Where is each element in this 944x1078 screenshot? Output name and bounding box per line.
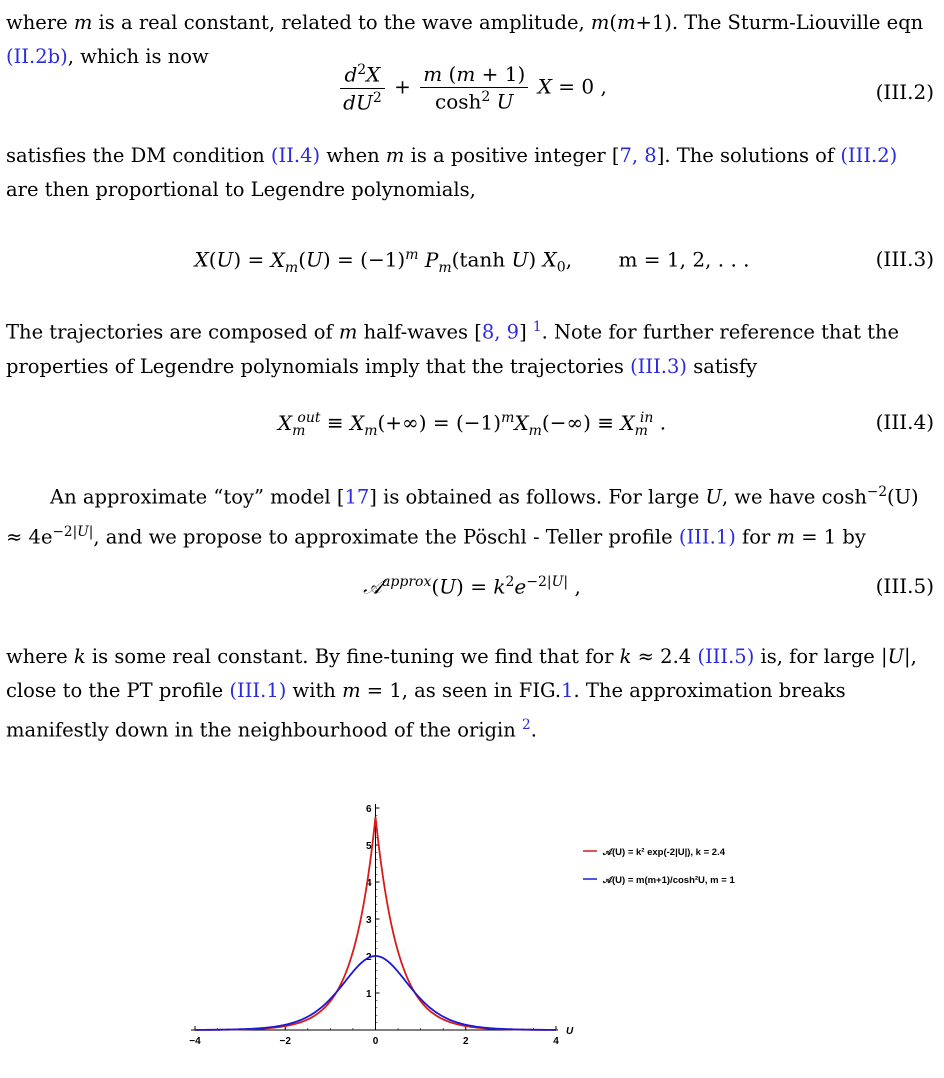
paragraph-dm-condition: satisfies the DM condition (II.4) when m is a positive integer [7, 8]. The solutions of (III.2) are then proportional to Legendre polynomials, — [6, 144, 898, 201]
paragraph-intro: where m is a real constant, related to the wave amplitude, m(m+1). The Sturm-Liouville eqn (II.2b), which is now — [6, 11, 924, 68]
x-tick-label: −4 — [189, 1036, 201, 1047]
series-line-2 — [195, 956, 556, 1030]
paragraph-fine-tuning: where k is some real constant. By fine-tuning we find that for k ≈ 2.4 (III.5) is, for large |U|, close to the PT profile (III.1) with m = 1, as seen in FIG.1. The approximation breaks manifestly down in the neighbourhood of the origin $^2$. — [6, 645, 917, 742]
equation-III-5: 𝒜$^{approx}$(U) = $k^2e^{-2|U|}$ , (III.5) — [363, 574, 934, 599]
ref-link[interactable]: (III.2) — [840, 144, 898, 167]
y-tick-label: 1 — [365, 989, 372, 1000]
x-tick-label: 4 — [553, 1036, 559, 1047]
y-tick-label: 5 — [365, 841, 372, 852]
equation-III-2: $\frac{d^2X}{dU^2}$ + $\frac{m (m + 1)}{\cosh^2 U}$ X = 0 , (III.2) — [0, 62, 944, 122]
equation-number: (III.3) — [875, 247, 934, 271]
footnote-mark[interactable]: 1 — [532, 319, 542, 335]
ref-link[interactable]: (III.1) — [678, 525, 736, 548]
y-tick-label: 4 — [365, 878, 372, 889]
legend-entry: 𝒜(U) = m(m+1)/cosh²U, m = 1 — [603, 875, 735, 886]
footnote-mark[interactable]: 2 — [522, 717, 531, 733]
y-tick-label: 2 — [365, 952, 372, 963]
citation-link[interactable]: 7, 8 — [619, 144, 657, 167]
equation-III-4: $X_m^{out} \equiv X_m(+\infty) = (-1)^mX_m(-\infty) \equiv X_m^{in}$ . (III.4) — [277, 410, 934, 439]
y-tick-label: 6 — [365, 804, 372, 815]
legend-entry: 𝒜(U) = k² exp(-2|U|), k = 2.4 — [603, 847, 726, 858]
equation-number: (III.2) — [875, 80, 934, 104]
ref-link[interactable]: (II.4) — [270, 144, 321, 167]
y-tick-label: 3 — [365, 915, 372, 926]
x-tick-label: −2 — [279, 1036, 291, 1047]
series-line-1 — [195, 817, 556, 1030]
equation-III-3: $X(U) = X_m(U) = (-1)^m$ $P_m(\tanh$ U) $X_0$, m = 1, 2, . . . (III.3) — [194, 247, 934, 276]
x-tick-label: 2 — [462, 1036, 469, 1047]
ref-link[interactable]: (III.5) — [697, 645, 755, 668]
ref-link[interactable]: (III.1) — [229, 679, 287, 702]
ref-link[interactable]: (II.2b) — [6, 45, 68, 68]
ref-link[interactable]: (III.3) — [630, 354, 688, 378]
citation-link[interactable]: 8, 9 — [481, 320, 520, 344]
equation-number: (III.4) — [875, 410, 934, 434]
x-tick-label: 0 — [372, 1036, 379, 1047]
paragraph-trajectories: The trajectories are composed of m half-waves [8, 9] $^1$. Note for further reference that the properties of Legendre polynomials imply that the trajectories (III.3) satisfy — [6, 319, 900, 378]
citation-link[interactable]: 17 — [344, 485, 370, 509]
x-axis-label: U — [566, 1026, 574, 1037]
paragraph-toy-model: An approximate “toy” model [17] is obtained as follows. For large U, we have $\cosh^{-2}(U) \approx 4e^{-2|U|}$, and we propose to approximate the Pöschl - Teller profile (III.1) for m = 1 by — [6, 484, 919, 548]
equation-number: (III.5) — [875, 574, 934, 598]
figure-link[interactable]: 1 — [561, 679, 574, 702]
